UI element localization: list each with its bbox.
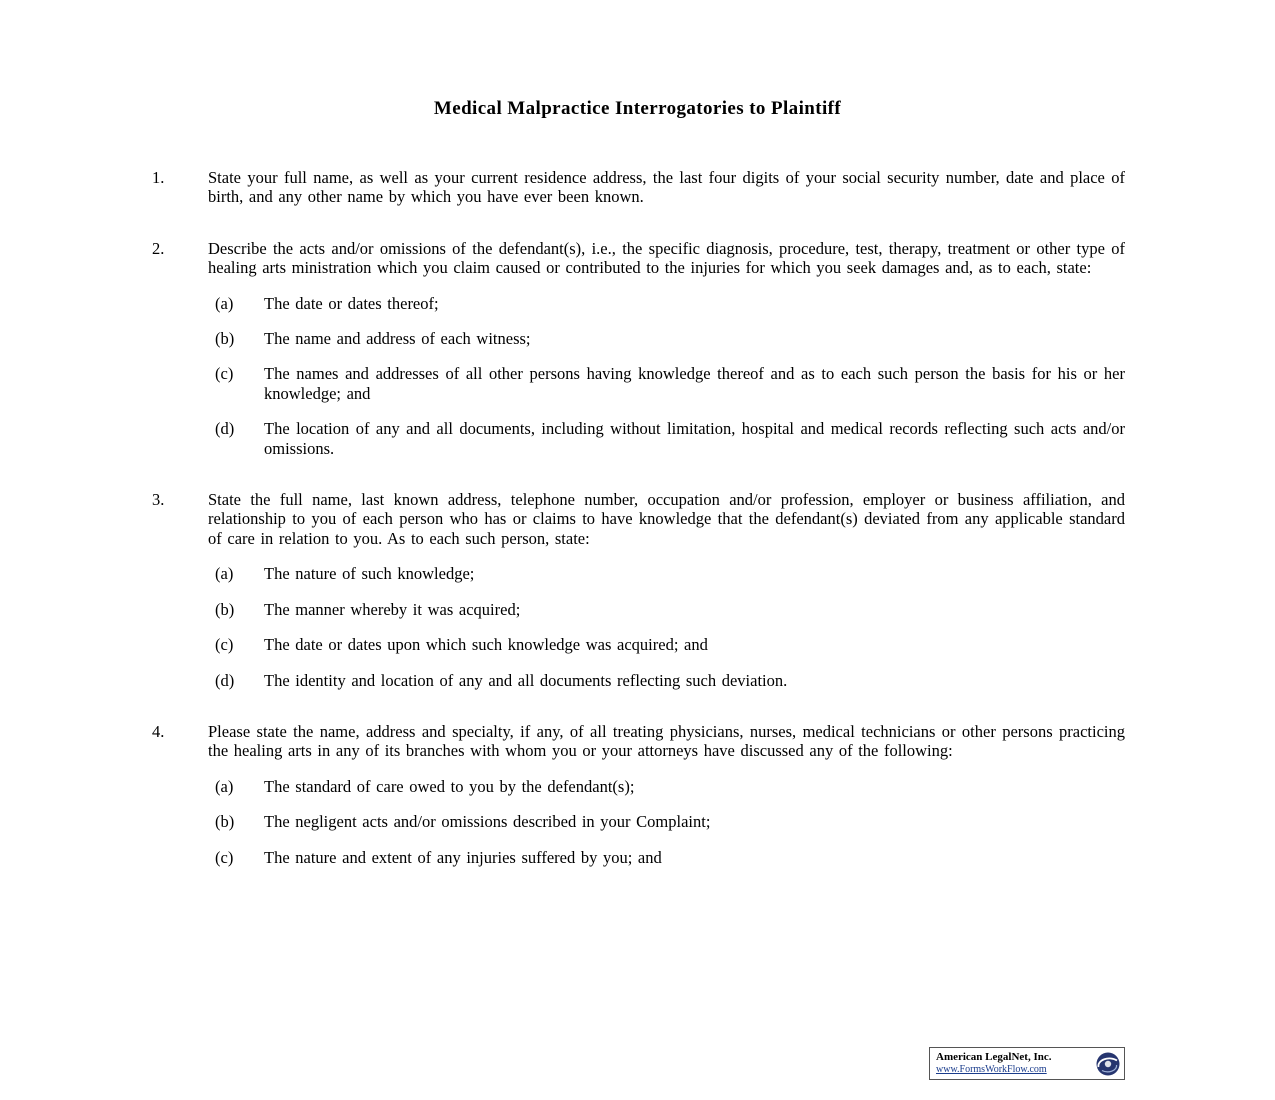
subitem-letter: (d) — [215, 419, 235, 439]
subitem-c — [215, 364, 1125, 403]
subitem-letter: (c) — [215, 364, 234, 384]
subitem-a — [215, 777, 1125, 796]
subitem-text: The date or dates upon which such knowledge was acquired; and — [264, 635, 708, 655]
subitem-c — [215, 848, 1125, 867]
subitem-letter: (a) — [215, 293, 234, 313]
document-body — [152, 168, 1125, 867]
subitem-letter: (d) — [215, 670, 235, 690]
item-text: State the full name, last known address, telephone number, occupation and/or profession, employer or business affiliation, and relationship to you of each person who has or claims to have knowledge that the defendant(s) deviated from any applicable standard of care in relation to you. As to each such person, state: — [208, 490, 1125, 548]
subitem-letter: (b) — [215, 599, 235, 619]
subitem-letter: (a) — [215, 776, 234, 796]
subitem-d — [215, 671, 1125, 690]
american-legalnet-logo-icon — [1095, 1051, 1121, 1077]
subitem-text: The identity and location of any and all documents reflecting such deviation. — [264, 670, 788, 690]
subitem-letter: (c) — [215, 635, 234, 655]
footer-company-name: American LegalNet, Inc. — [936, 1051, 1052, 1064]
footer-formsworkflow-link[interactable]: www.FormsWorkFlow.com — [936, 1064, 1047, 1076]
page-title: Medical Malpractice Interrogatories to Plaintiff — [433, 98, 842, 119]
subitem-text: The date or dates thereof; — [264, 293, 439, 313]
subitem-letter: (c) — [215, 847, 234, 867]
interrogatory-item-2 — [152, 239, 1125, 458]
interrogatory-item-1 — [152, 168, 1125, 207]
subitem-text: The standard of care owed to you by the defendant(s); — [264, 776, 635, 796]
item-text: Please state the name, address and specialty, if any, of all treating physicians, nurses, medical technicians or other persons practicing the healing arts in any of its branches with whom you or your attorneys have discussed any of the following: — [208, 721, 1125, 761]
item-text: State your full name, as well as your current residence address, the last four digits of your social security number, date and place of birth, and any other name by which you have ever been known. — [208, 168, 1125, 207]
subitem-letter: (a) — [215, 564, 234, 584]
subitem-b — [215, 600, 1125, 619]
subitem-b — [215, 329, 1125, 348]
subitem-b — [215, 812, 1125, 831]
subitem-text: The name and address of each witness; — [264, 329, 531, 349]
subitem-text: The nature and extent of any injuries suffered by you; and — [264, 847, 662, 867]
subitem-text: The negligent acts and/or omissions described in your Complaint; — [264, 812, 711, 832]
subitem-text: The names and addresses of all other persons having knowledge thereof and as to each such person the basis for his or her knowledge; and — [264, 364, 1125, 403]
item-number: 1. — [152, 168, 165, 187]
interrogatory-item-3 — [152, 490, 1125, 690]
legalnet-footer-box — [929, 1047, 1125, 1080]
subitem-letter: (b) — [215, 812, 235, 832]
subitem-a — [215, 564, 1125, 583]
subitem-text: The nature of such knowledge; — [264, 564, 475, 584]
item-number: 3. — [152, 490, 165, 510]
interrogatory-item-4 — [152, 722, 1125, 867]
item-number: 2. — [152, 238, 165, 258]
subitem-text: The manner whereby it was acquired; — [264, 599, 521, 619]
subitem-letter: (b) — [215, 329, 235, 349]
subitem-d — [215, 419, 1125, 458]
subitem-c — [215, 635, 1125, 654]
item-text: Describe the acts and/or omissions of the defendant(s), i.e., the specific diagnosis, procedure, test, therapy, treatment or other type of healing arts ministration which you claim caused or contributed to the injuries for which you seek damages and, as to each, state: — [208, 238, 1125, 278]
subitem-text: The location of any and all documents, including without limitation, hospital and medical records reflecting such acts and/or omissions. — [264, 419, 1125, 458]
subitem-a — [215, 294, 1125, 313]
item-number: 4. — [152, 721, 165, 741]
